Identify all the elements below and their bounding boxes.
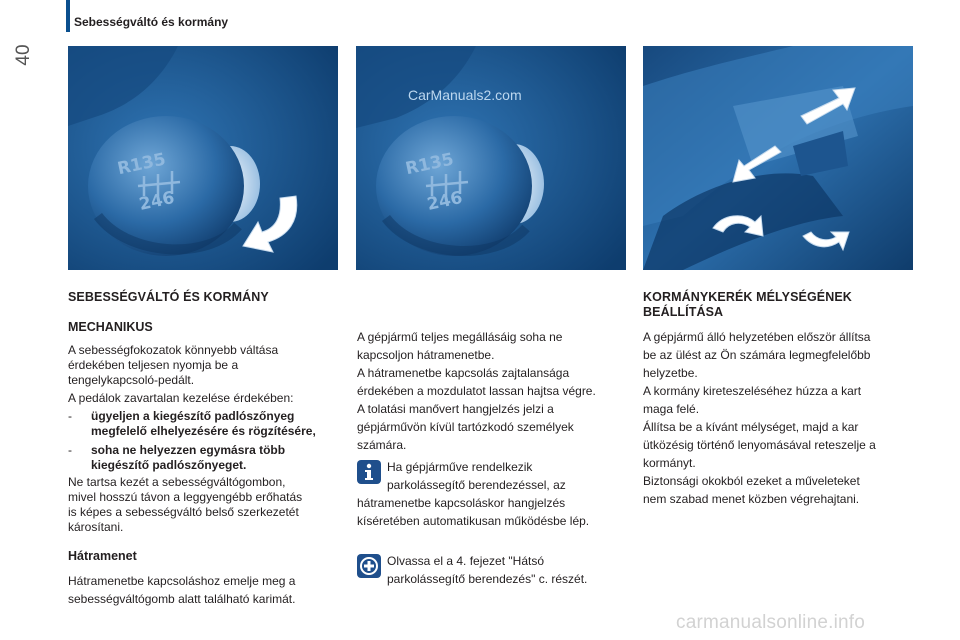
info-note-head: Ha gépjárműve rendelkezik parkolássegítő berendezéssel, az [387,460,566,492]
page-number: 40 [13,44,34,66]
knob-label-bottom: 246 [425,187,465,215]
bullet-floor-mat-position: - ügyeljen a kiegészítő padlószőnyeg megfelelő elhelyezésére és rögzítésére, [68,409,316,438]
steering-column-image [643,46,913,270]
knob-label-top: R135 [403,149,456,180]
paragraph-pedals: A pedálok zavartalan kezelése érdekében: [68,391,294,405]
header-accent-bar [66,0,70,32]
plus-icon [357,554,381,578]
knob-label-bottom: 246 [137,187,177,215]
watermark-top: CarManuals2.com [408,87,522,103]
paragraph-seat-first: A gépjármű álló helyzetében először állítsa be az ülést az Ön számára legmegfelelőbb helyzetbe. [643,330,871,380]
paragraph-safety: Biztonsági okokból ezeket a műveleteket nem szabad menet közben végrehajtani. [643,474,860,506]
subheading-reverse: Hátramenet [68,549,137,563]
paragraph-reverse-signal: A tolatási manővert hangjelzés jelzi a gépjárművön kívül tartózkodó személyek számára. [357,402,574,452]
paragraph-hand-on-knob: Ne tartsa kezét a sebességváltógombon, mivel hosszú távon a leggyengébb erőhatás is képes a sebességváltó belső szerkezetét károsítani. [68,475,303,534]
paragraph-stop-before-reverse: A gépjármű teljes megállásáig soha ne kapcsoljon hátramenetbe. [357,330,563,362]
paragraph-quiet-engagement: A hátramenetbe kapcsolás zajtalansága érdekében a mozdulatot lassan hajtsa végre. [357,366,596,398]
paragraph-reverse: Hátramenetbe kapcsoláshoz emelje meg a sebességváltógomb alatt található karimát. [68,574,296,606]
section-heading-steering: KORMÁNYKERÉK MÉLYSÉGÉNEK BEÁLLÍTÁSA [643,290,852,319]
knob-label-top: R135 [115,149,168,180]
paragraph-clutch: A sebességfokozatok könnyebb váltása érdekében teljesen nyomja be a tengelykapcsoló-pedált. [68,343,279,387]
info-note-tail: hátramenetbe kapcsoláskor hangjelzés kíséretében automatikusan működésbe lép. [357,496,590,528]
gear-knob-reverse-image [356,46,626,270]
watermark-bottom: carmanualsonline.info [676,612,866,633]
gear-knob-arrow-image [68,46,338,270]
paragraph-unlock: A kormány kireteszeléséhez húzza a kart maga felé. [643,384,862,416]
info-icon [357,460,381,484]
section-heading-gearbox: SEBESSÉGVÁLTÓ ÉS KORMÁNY [68,290,269,304]
header-title: Sebességváltó és kormány [74,15,229,29]
subheading-manual: MECHANIKUS [68,320,153,334]
paragraph-adjust-lock: Állítsa be a kívánt mélységet, majd a kar ütközésig történő lenyomásával reteszelje a kormányt. [643,420,876,470]
bullet-floor-mat-stacking: - soha ne helyezzen egymásra több kiegészítő padlószőnyeget. [68,443,286,472]
reference-note: Olvassa el a 4. fejezet "Hátsó parkolássegítő berendezés" c. részét. [387,554,588,586]
